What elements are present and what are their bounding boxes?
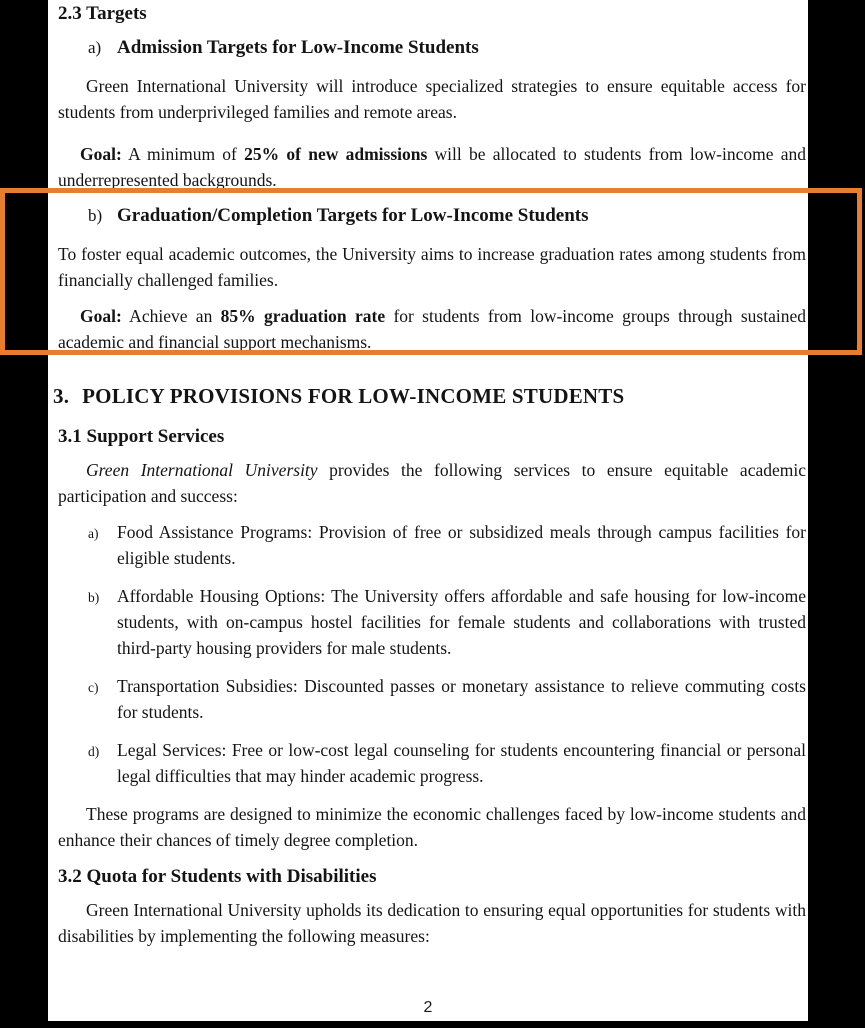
goal-text-post: will be allocated to students from low-income and underrepresented backgrounds. xyxy=(58,144,806,190)
service-item-text: Affordable Housing Options: The University offers affordable and safe housing for low-income students, with on-campus hostel facilities for female students and collaborations with trusted third-party housing providers for male students. xyxy=(117,586,806,658)
service-item-text: Food Assistance Programs: Provision of free or subsidized meals through campus facilities for eligible students. xyxy=(117,522,806,568)
section-2-3-heading: 2.3 Targets xyxy=(58,3,147,24)
goal-bold-value: 25% of new admissions xyxy=(244,144,428,164)
support-services-outro: These programs are designed to minimize the economic challenges faced by low-income students and enhance their chances of timely degree completion. xyxy=(58,804,806,850)
service-item-food xyxy=(58,519,806,571)
document-page xyxy=(48,0,808,1021)
graduation-goal-paragraph xyxy=(58,303,806,355)
disabilities-intro-paragraph: Green International University upholds its dedication to ensuring equal opportunities for students with disabilities by implementing the following measures: xyxy=(58,900,806,946)
goal-text-pre: Achieve an xyxy=(121,306,221,326)
section-3-title: POLICY PROVISIONS FOR LOW-INCOME STUDENTS xyxy=(82,384,625,408)
section-3-1-heading: 3.1 Support Services xyxy=(58,426,225,447)
list-marker-a: a) xyxy=(88,38,102,57)
service-item-text: Legal Services: Free or low-cost legal counseling for students encountering financial or personal legal difficulties that may hinder academic progress. xyxy=(117,740,806,786)
service-item-legal xyxy=(58,737,806,789)
goal-label: Goal: xyxy=(80,144,122,164)
section-3-number: 3. xyxy=(53,384,70,408)
goal-text-post: for students from low-income groups through sustained academic and financial support mechanisms. xyxy=(58,306,807,352)
admission-targets-heading xyxy=(58,35,806,61)
intro-text: provides the following services to ensure equitable academic participation and success: xyxy=(58,460,806,506)
admission-goal-paragraph xyxy=(58,141,806,193)
list-marker-c: c) xyxy=(88,680,99,695)
graduation-targets-title: Graduation/Completion Targets for Low-Income Students xyxy=(117,205,589,226)
university-name-italic: Green International University xyxy=(86,460,318,480)
section-3-2-heading: 3.2 Quota for Students with Disabilities xyxy=(58,866,377,887)
service-item-housing xyxy=(58,583,806,661)
admission-targets-title: Admission Targets for Low-Income Students xyxy=(117,37,479,58)
graduation-paragraph: To foster equal academic outcomes, the University aims to increase graduation rates among students from financially challenged families. xyxy=(58,244,806,290)
section-3-heading xyxy=(53,383,806,409)
service-item-text: Transportation Subsidies: Discounted passes or monetary assistance to relieve commuting costs for students. xyxy=(117,676,806,722)
goal-label: Goal: xyxy=(80,306,122,326)
admission-paragraph: Green International University will introduce specialized strategies to ensure equitable access for students from underprivileged families and remote areas. xyxy=(58,76,806,122)
list-marker-a: a) xyxy=(88,526,99,541)
page-number: 2 xyxy=(423,999,433,1016)
list-marker-b: b) xyxy=(88,206,103,225)
list-marker-d: d) xyxy=(88,744,100,759)
goal-bold-value: 85% graduation rate xyxy=(220,306,386,326)
service-item-transportation xyxy=(58,673,806,725)
goal-text-pre: A minimum of xyxy=(121,144,245,164)
graduation-targets-heading xyxy=(58,203,806,229)
support-services-intro xyxy=(58,457,806,509)
list-marker-b: b) xyxy=(88,590,100,605)
